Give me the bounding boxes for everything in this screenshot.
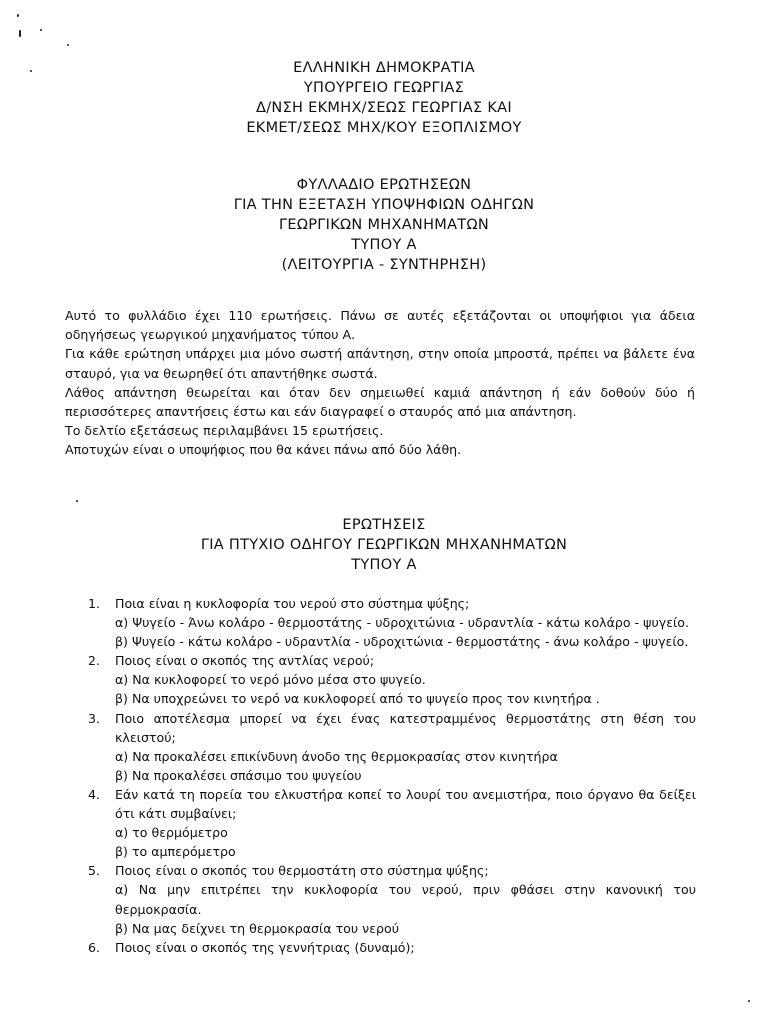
answer-option[interactable]: α) Ψυγείο - Άνω κολάρο - θερμοστάτης - υδροχιτώνια - υδραντλία - κάτω κολάρο - ψυγείο. (115, 615, 690, 631)
subtitle-line: (ΛΕΙΤΟΥΡΓΙΑ - ΣΥΝΤΗΡΗΣΗ) (281, 257, 487, 273)
answer-option[interactable]: α) Να προκαλέσει επικίνδυνη άνοδο της θερμοκρασίας στον κινητήρα (115, 748, 558, 764)
intro-paragraph: Λάθος απάντηση θεωρείται και όταν δεν σημειωθεί καμιά απάντηση ή εάν δοθούν δύο ή περισσότερες απαντήσεις έστω και εάν διαγραφεί ο σταυρός από μια απάντηση. (65, 384, 695, 420)
scan-speck (76, 500, 78, 502)
question-text: Εάν κατά τη πορεία του ελκυστήρα κοπεί το λουρί του ανεμιστήρα, ποιο όργανο θα δείξει ότι κάτι συμβαίνει; (115, 786, 696, 822)
subtitle-line: ΤΥΠΟΥ Α (351, 237, 417, 253)
header-line: Δ/ΝΣΗ ΕΚΜΗΧ/ΣΕΩΣ ΓΕΩΡΓΙΑΣ ΚΑΙ (256, 100, 512, 116)
subtitle-line: ΓΕΩΡΓΙΚΩΝ ΜΗΧΑΝΗΜΑΤΩΝ (279, 217, 489, 233)
answer-option[interactable]: α) Να μην επιτρέπει την κυκλοφορία του νερού, πριν φθάσει στην κανονική του θερμοκρασία. (115, 882, 696, 917)
question-number: 3. (88, 710, 101, 726)
intro-text (65, 306, 695, 460)
answer-option[interactable]: α) Να κυκλοφορεί το νερό μόνο μέσα στο ψυγείο. (115, 672, 426, 688)
scan-speck (17, 14, 19, 17)
scan-speck (67, 44, 69, 46)
answer-option[interactable]: β) Ψυγείο - κάτω κολάρο - υδραντλία - υδροχιτώνια - θερμοστάτης - άνω κολάρο - ψυγείο. (115, 634, 689, 650)
question-text: Ποιος είναι ο σκοπός της αντλίας νερού; (115, 653, 375, 669)
question-text: Ποιος είναι ο σκοπός της γεννήτριας (δυναμό); (115, 939, 415, 955)
header-line: ΕΚΜΕΤ/ΣΕΩΣ ΜΗΧ/ΚΟΥ ΕΞΟΠΛΙΣΜΟΥ (246, 120, 522, 136)
question-number: 6. (88, 939, 101, 955)
section-title (0, 515, 768, 575)
intro-paragraph: Το δελτίο εξετάσεως περιλαμβάνει 15 ερωτήσεις. (65, 423, 384, 439)
subtitle-line: ΓΙΑ ΤΗΝ ΕΞΕΤΑΣΗ ΥΠΟΨΗΦΙΩΝ ΟΔΗΓΩΝ (233, 197, 535, 213)
answer-option[interactable]: β) Να μας δείχνει τη θερμοκρασία του νερού (115, 920, 400, 936)
intro-paragraph: Αυτό το φυλλάδιο έχει 110 ερωτήσεις. Πάνω σε αυτές εξετάζονται οι υποψήφιοι για άδεια οδηγήσεως γεωργικού μηχανήματος τύπου Α. (65, 308, 695, 343)
subtitle-line: ΦΥΛΛΑΔΙΟ ΕΡΩΤΗΣΕΩΝ (296, 177, 472, 193)
question-text: Ποιο αποτέλεσμα μπορεί να έχει ένας κατεστραμμένος θερμοστάτης στη θέση του κλειστού; (115, 710, 696, 745)
document-header (0, 58, 768, 138)
question-item (88, 651, 696, 708)
question-number: 2. (88, 653, 101, 669)
document-subtitle (0, 175, 768, 275)
question-list (88, 594, 696, 957)
scan-speck (19, 30, 21, 37)
question-text: Ποια είναι η κυκλοφορία του νερού στο σύστημα ψύξης; (115, 596, 470, 611)
question-number: 1. (88, 596, 101, 611)
scan-speck (40, 29, 42, 31)
scan-speck (748, 1000, 750, 1002)
section-title-line: ΓΙΑ ΠΤΥΧΙΟ ΟΔΗΓΟΥ ΓΕΩΡΓΙΚΩΝ ΜΗΧΑΝΗΜΑΤΩΝ (200, 537, 568, 553)
question-item (88, 861, 696, 937)
question-item (88, 594, 696, 651)
question-item (88, 709, 696, 785)
answer-option[interactable]: β) Να προκαλέσει σπάσιμο του ψυγείου (115, 767, 362, 783)
question-item (88, 785, 696, 861)
question-text: Ποιος είναι ο σκοπός του θερμοστάτη στο σύστημα ψύξης; (115, 863, 489, 879)
question-number: 5. (88, 863, 101, 879)
question-number: 4. (88, 786, 101, 802)
section-title-line: ΤΥΠΟΥ Α (351, 557, 417, 573)
intro-paragraph: Για κάθε ερώτηση υπάρχει μια μόνο σωστή απάντηση, στην οποία μπροστά, πρέπει να βάλετε ένα σταυρό, για να θεωρηθεί ότι απαντήθηκε σωστά. (65, 346, 695, 381)
header-line: ΕΛΛΗΝΙΚΗ ΔΗΜΟΚΡΑΤΙΑ (293, 60, 475, 76)
answer-option[interactable]: β) το αμπερόμετρο (115, 844, 236, 860)
answer-option[interactable]: α) το θερμόμετρο (115, 825, 228, 841)
question-item (88, 938, 696, 957)
header-line: ΥΠΟΥΡΓΕΙΟ ΓΕΩΡΓΙΑΣ (303, 80, 465, 96)
answer-option[interactable]: β) Να υποχρεώνει το νερό να κυκλοφορεί από το ψυγείο προς τον κινητήρα . (115, 691, 600, 707)
intro-paragraph: Αποτυχών είναι ο υποψήφιος που θα κάνει πάνω από δύο λάθη. (65, 442, 462, 458)
section-title-line: ΕΡΩΤΗΣΕΙΣ (342, 517, 426, 533)
